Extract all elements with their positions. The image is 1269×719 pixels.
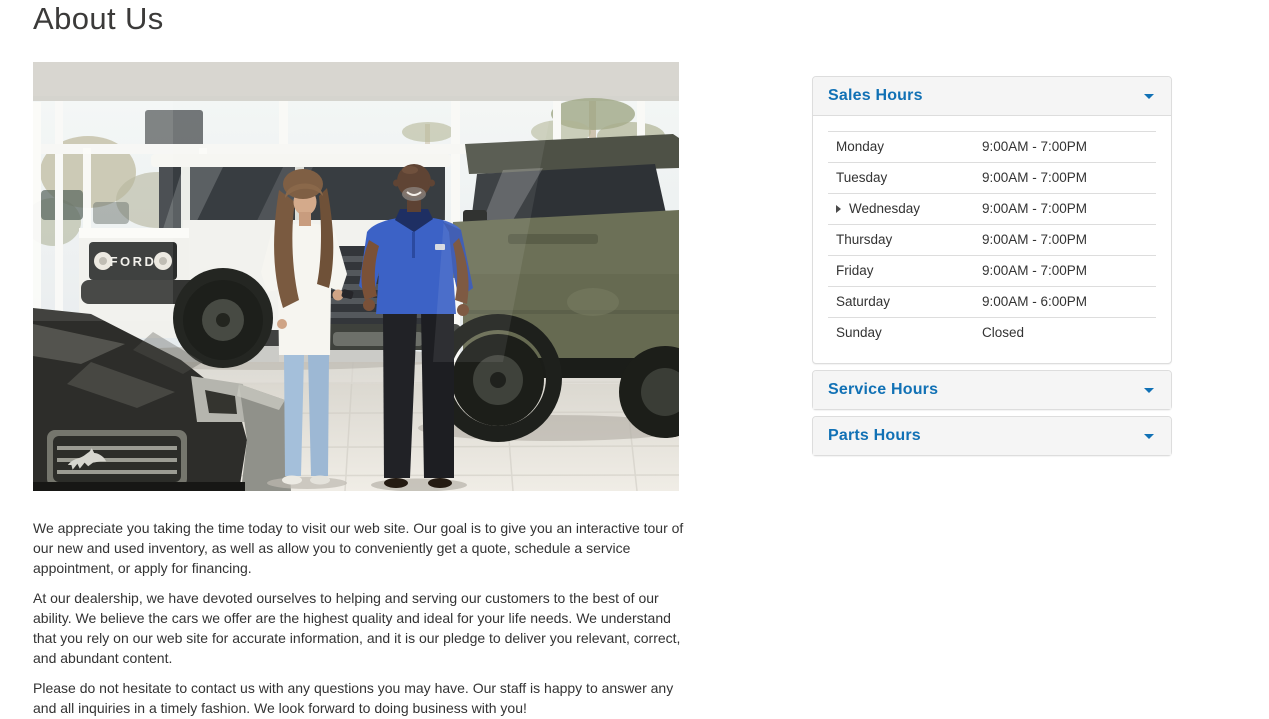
- sales-hours-panel: [812, 76, 1172, 364]
- hours-row: [828, 163, 1156, 194]
- caret-down-icon: [1144, 94, 1154, 99]
- service-hours-title: Service Hours: [828, 381, 939, 398]
- about-paragraph: We appreciate you taking the time today to visit our web site. Our goal is to give you an interactive tour of our new and used inventory, as well as allow you to conveniently get a quote, schedule a service appointment, or apply for financing.: [33, 520, 684, 576]
- showroom-photo-illustration: [33, 62, 679, 491]
- hours-cell: 9:00AM - 6:00PM: [974, 287, 1156, 318]
- about-copy: [33, 518, 688, 719]
- about-paragraph: Please do not hesitate to contact us with any questions you may have. Our staff is happy to answer any and all inquiries in a timely fashion. We look forward to doing business with you!: [33, 680, 674, 716]
- day-cell: Monday: [828, 132, 974, 163]
- day-cell: [828, 194, 974, 225]
- sales-hours-title: Sales Hours: [828, 87, 923, 104]
- hours-cell: 9:00AM - 7:00PM: [974, 225, 1156, 256]
- day-cell: Friday: [828, 256, 974, 287]
- hours-row: [828, 132, 1156, 163]
- sales-hours-body: [813, 116, 1171, 363]
- about-paragraph: At our dealership, we have devoted ourselves to helping and serving our customers to the best of our ability. We believe the cars we offer are the highest quality and ideal for your life needs. We understand that you rely on our web site for accurate information, and it is our pledge to deliver you relevant, correct, and abundant content.: [33, 590, 681, 666]
- showroom-photo: [33, 62, 679, 491]
- day-cell: Saturday: [828, 287, 974, 318]
- parts-hours-header[interactable]: [813, 417, 1171, 455]
- day-cell: Tuesday: [828, 163, 974, 194]
- svg-text:FORD: FORD: [109, 254, 157, 269]
- hours-cell: 9:00AM - 7:00PM: [974, 256, 1156, 287]
- caret-down-icon: [1144, 434, 1154, 439]
- hours-row-today: [828, 194, 1156, 225]
- day-cell: Sunday: [828, 318, 974, 349]
- hours-accordion: [812, 76, 1172, 462]
- hours-row: [828, 256, 1156, 287]
- hours-cell: 9:00AM - 7:00PM: [974, 194, 1156, 225]
- page-title: About Us: [33, 1, 164, 36]
- service-hours-panel: [812, 370, 1172, 410]
- hours-row: [828, 318, 1156, 349]
- sales-hours-table: [828, 131, 1156, 348]
- parts-hours-title: Parts Hours: [828, 427, 921, 444]
- caret-down-icon: [1144, 388, 1154, 393]
- hours-cell: 9:00AM - 7:00PM: [974, 132, 1156, 163]
- service-hours-header[interactable]: [813, 371, 1171, 409]
- sales-hours-header[interactable]: [813, 77, 1171, 116]
- today-marker-icon: [836, 205, 841, 213]
- day-cell: Thursday: [828, 225, 974, 256]
- hours-cell: 9:00AM - 7:00PM: [974, 163, 1156, 194]
- day-label: Wednesday: [849, 201, 921, 216]
- parts-hours-panel: [812, 416, 1172, 456]
- hours-row: [828, 225, 1156, 256]
- hours-row: [828, 287, 1156, 318]
- hours-cell: Closed: [974, 318, 1156, 349]
